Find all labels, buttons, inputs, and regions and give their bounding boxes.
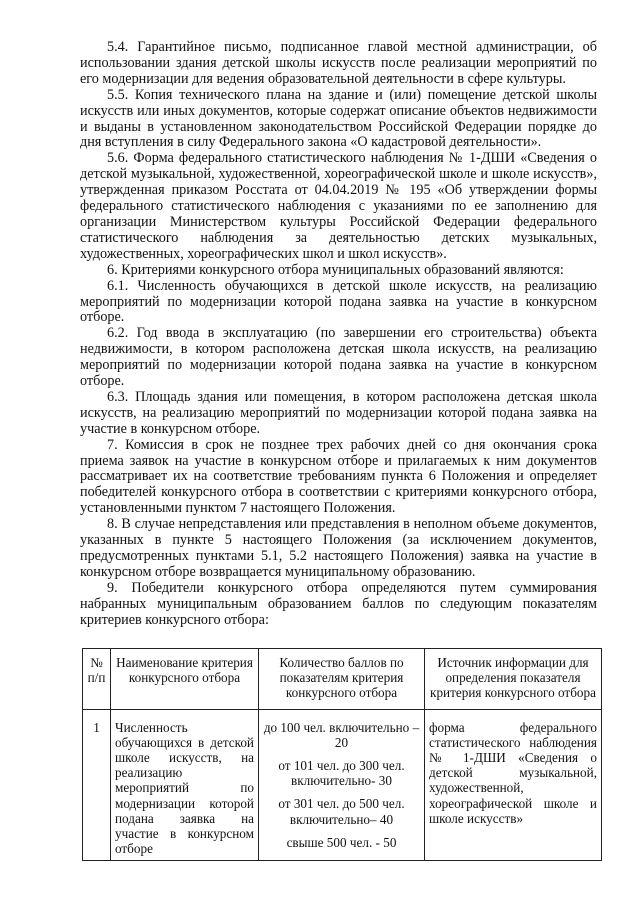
paragraph-9: 9. Победители конкурсного отбора определяются путем суммирования набранных муниципальным образованием баллов по следующим показателям критериев конкурсного отбора: (80, 579, 597, 628)
paragraph-6-2: 6.2. Год ввода в эксплуатацию (по завершении его строительства) объекта недвижимости, в котором расположена детская школа искусств, на реализацию мероприятий по модернизации которой подана заявка на участие в конкурсном отборе. (80, 325, 597, 390)
criterion-name-cell: Численность обучающихся в детской школе искусств, на реализацию мероприятий по модернизации которой подана заявка на участие в конкурсном отборе (111, 709, 259, 861)
paragraph-5-4: 5.4. Гарантийное письмо, подписанное главой местной администрации, об использовании здания детской школы искусств после реализации мероприятий по его модернизации для ведения образовательной деятельности в сфере культуры. (80, 39, 597, 87)
paragraph-6-1: 6.1. Численность обучающихся в детской школе искусств, на реализацию мероприятий по модернизации которой подана заявка на участие в конкурсном отборе. (80, 277, 597, 326)
paragraph-5-5: 5.5. Копия технического плана на здание и (или) помещение детской школы искусств или иных документов, которые содержат описание объектов недвижимости и выданы в установленном законодательством Российской Федерации порядке до дня вступления в силу Федерального закона «О кадастровой деятельности». (80, 86, 597, 151)
paragraph-6-3: 6.3. Площадь здания или помещения, в котором расположена детская школа искусств, на реализацию мероприятий по модернизации которой подана заявка на участие в конкурсном отборе. (80, 388, 597, 437)
score-option: до 100 чел. включительно – 20 (263, 719, 420, 750)
header-criterion-name: Наименование критерия конкурсного отбора (111, 649, 259, 710)
source-cell: форма федерального статистического наблюдения № 1-ДШИ «Сведения о детской музыкальной, художественной, хореографической школе и школе искусств» (425, 709, 602, 861)
paragraph-5-6: 5.6. Форма федерального статистического наблюдения № 1-ДШИ «Сведения о детской музыкальной, художественной, хореографической школе и школе искусств», утвержденная приказом Росстата от 04.04.2019 № 195 «Об утверждении формы федерального статистического наблюдения с указаниями по ее заполнению для организации Министерством культуры Российской Федерации федерального статистического наблюдения за деятельностью детских музыкальных, художественных, хореографических школ и школ искусств». (80, 150, 597, 262)
header-source: Источник информации для определения показателя критерия конкурсного отбора (425, 649, 602, 710)
header-number: № п/п (83, 649, 111, 710)
paragraph-7: 7. Комиссия в срок не позднее трех рабочих дней со дня окончания срока приема заявок на участие в конкурсном отборе и прилагаемых к ним документов рассматривает их на соответствие требованиям пункта 6 Положения и определяет победителей конкурсного отбора в соответствии с критериями конкурсного отбора, установленными пунктом 7 настоящего Положения. (80, 436, 597, 517)
score-option: свыше 500 чел. - 50 (286, 834, 397, 850)
criteria-table (82, 648, 602, 861)
score-option: от 301 чел. до 500 чел. включительно– 40 (278, 796, 405, 827)
paragraph-8: 8. В случае непредставления или представления в неполном объеме документов, указанных в пункте 5 настоящего Положения (за исключением документов, предусмотренных пунктами 5.1, 5.2 настоящего Положения) заявка на участие в конкурсном отборе возвращается муниципальному образованию. (80, 516, 597, 580)
table-header-row (83, 649, 602, 710)
score-option: от 101 чел. до 300 чел. включительно- 30 (278, 758, 405, 789)
header-score: Количество баллов по показателям критерия конкурсного отбора (259, 649, 425, 710)
row-number: 1 (83, 709, 111, 861)
score-cell (259, 709, 425, 861)
table-row (83, 709, 602, 861)
paragraph-6: 6. Критериями конкурсного отбора муниципальных образований являются: (107, 261, 564, 278)
document-body (80, 40, 597, 629)
